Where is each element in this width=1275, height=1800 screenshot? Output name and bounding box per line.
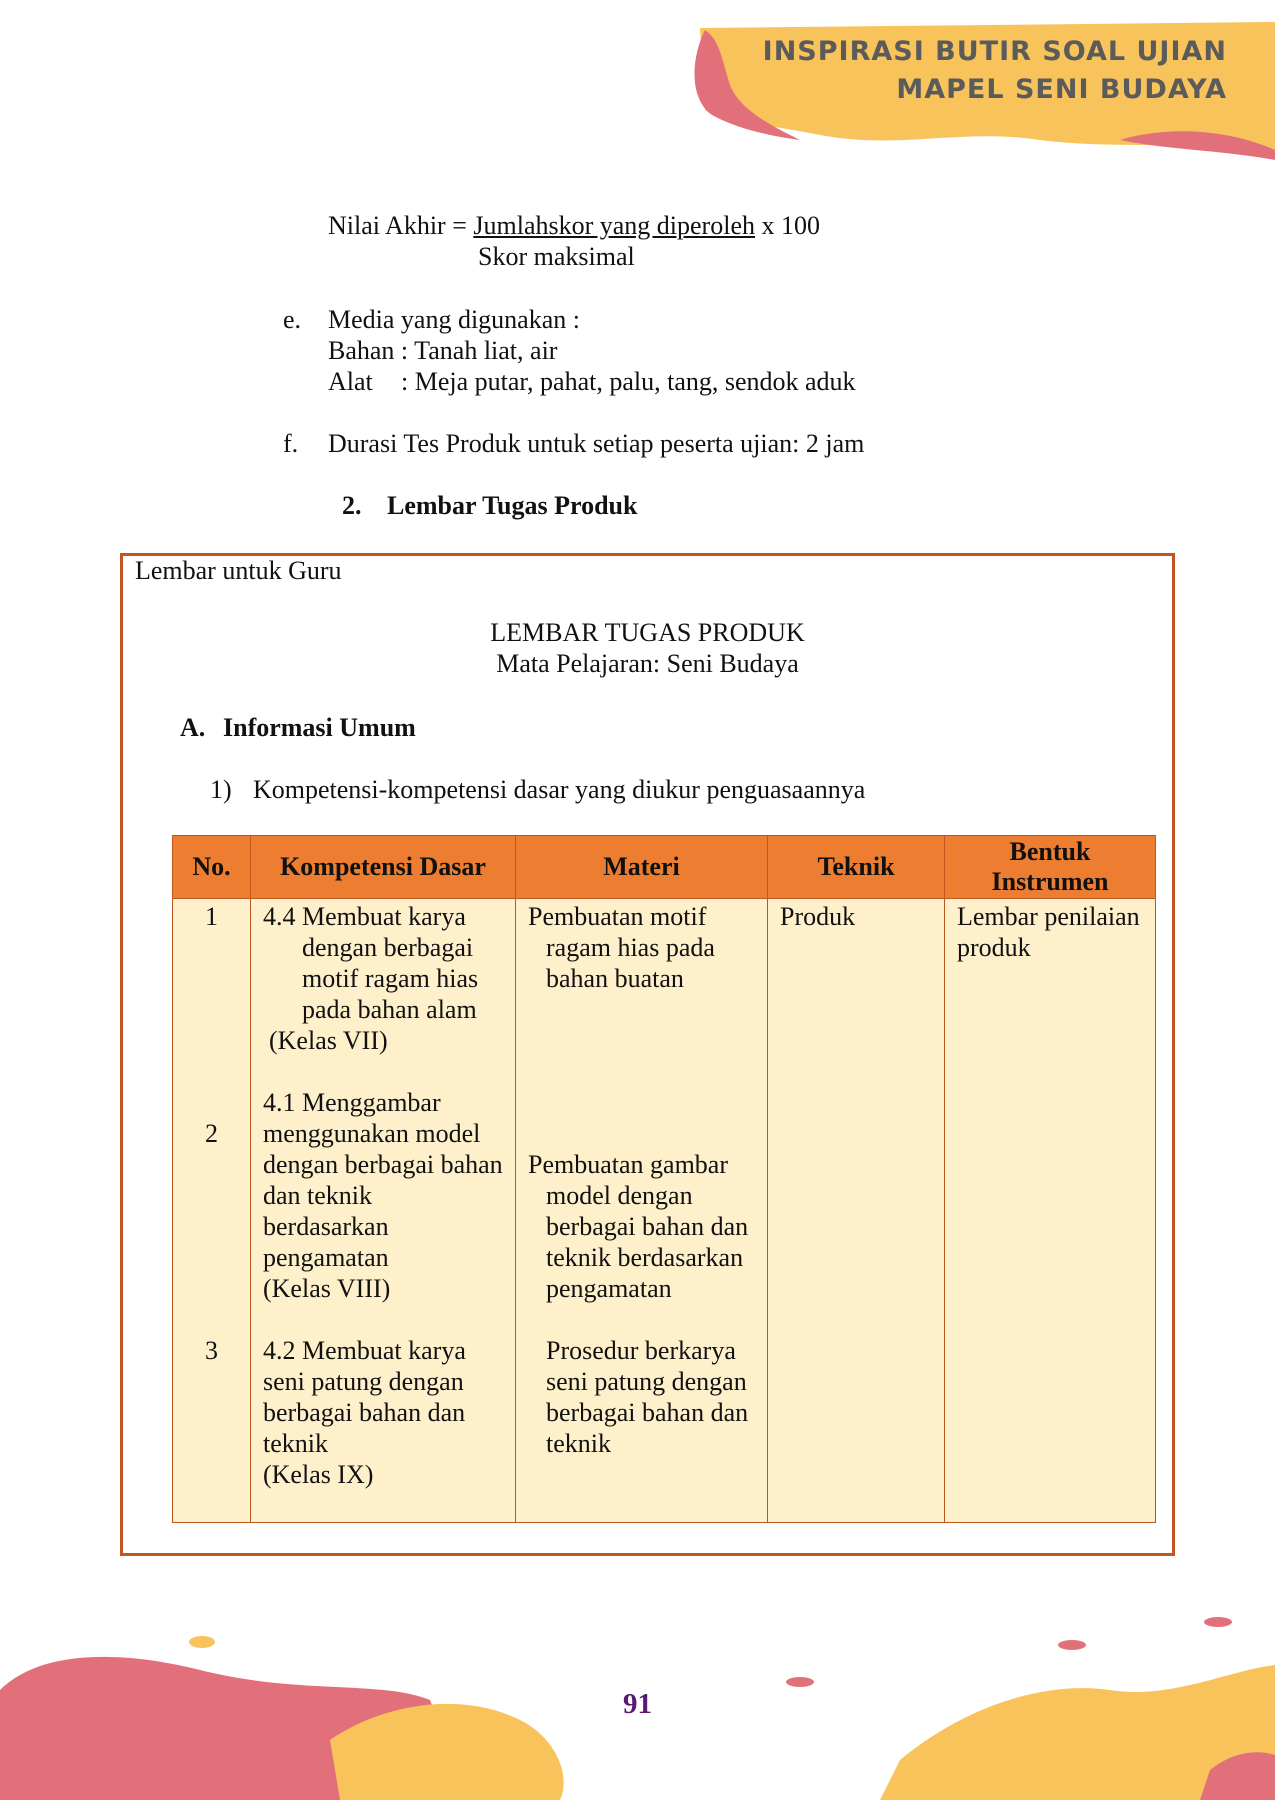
- section-heading-number: 2.: [342, 491, 362, 520]
- footer-dot-yellow: [189, 1636, 215, 1648]
- kompetensi-cell: [251, 899, 516, 1523]
- formula-line: [328, 210, 820, 241]
- footer-dot-pink-1: [1058, 1640, 1086, 1650]
- instrumen-cell: Lembar penilaian produk: [945, 899, 1156, 1523]
- header-title-line2: MAPEL SENI BUDAYA: [896, 74, 1227, 105]
- competency-table: [172, 835, 1156, 1523]
- box-label: Lembar untuk Guru: [135, 556, 342, 585]
- table-row: [173, 899, 1156, 1523]
- formula-denominator: Skor maksimal: [478, 242, 635, 271]
- footer-dot-pink-3: [786, 1677, 814, 1687]
- item-e-alat-label: Alat: [328, 367, 373, 396]
- item-f-text: Durasi Tes Produk untuk setiap peserta ujian: 2 jam: [328, 429, 865, 458]
- kd-3-kelas: (Kelas IX): [263, 1460, 374, 1489]
- kd-1-kelas: (Kelas VII): [269, 1026, 388, 1055]
- item-e-alat-value: : Meja putar, pahat, palu, tang, sendok aduk: [401, 367, 856, 396]
- row-number-2: 2: [205, 1119, 218, 1148]
- table-header-row: [173, 836, 1156, 899]
- box-title: LEMBAR TUGAS PRODUK: [490, 618, 805, 647]
- materi-2: Pembuatan gambar model dengan berbagai bahan dan teknik berdasarkan pengamatan: [528, 1150, 749, 1303]
- no-cell: [173, 899, 251, 1523]
- header-title-line1: INSPIRASI BUTIR SOAL UJIAN: [762, 36, 1227, 67]
- teknik-cell: Produk: [768, 899, 945, 1523]
- header-bentuk-instrumen: Bentuk Instrumen: [945, 836, 1156, 899]
- kd-2-kelas: (Kelas VIII): [263, 1274, 391, 1303]
- item-f-letter: f.: [283, 429, 299, 458]
- materi-cell: [516, 899, 768, 1523]
- formula-prefix: Nilai Akhir =: [328, 211, 474, 240]
- kd-item-1: [263, 901, 503, 1025]
- box-subtitle: Mata Pelajaran: Seni Budaya: [496, 649, 799, 678]
- item-e-bahan: Bahan : Tanah liat, air: [328, 336, 558, 365]
- formula-suffix: x 100: [754, 211, 820, 240]
- section-heading-title: Lembar Tugas Produk: [387, 491, 638, 520]
- footer-dot-pink-2: [1204, 1617, 1232, 1627]
- section-a-letter: A.: [180, 713, 206, 742]
- page-number: 91: [623, 1688, 652, 1720]
- point-1-number: 1): [210, 775, 232, 804]
- point-1-text: Kompetensi-kompetensi dasar yang diukur penguasaannya: [253, 775, 866, 804]
- item-e-letter: e.: [283, 305, 302, 334]
- row-number-3: 3: [205, 1336, 218, 1365]
- header-no: No.: [173, 836, 251, 899]
- kd-1-text: Membuat karya dengan berbagai motif ragam hias pada bahan alam: [302, 902, 479, 1024]
- kd-2-text: 4.1 Menggambar menggunakan model dengan berbagai bahan dan teknik berdasarkan pengamatan: [263, 1088, 503, 1272]
- section-a-title: Informasi Umum: [223, 713, 416, 742]
- header-kompetensi-dasar: Kompetensi Dasar: [251, 836, 516, 899]
- item-e-title: Media yang digunakan :: [328, 305, 580, 334]
- row-number-1: 1: [205, 902, 218, 931]
- formula-numerator: Jumlahskor yang diperoleh: [473, 211, 755, 240]
- materi-1: Pembuatan motif ragam hias pada bahan buatan: [528, 902, 715, 993]
- materi-3: Prosedur berkarya seni patung dengan berbagai bahan dan teknik: [546, 1336, 749, 1458]
- kd-3-text: 4.2 Membuat karya seni patung dengan berbagai bahan dan teknik: [263, 1336, 466, 1458]
- kd-1-code: 4.4: [263, 902, 302, 931]
- header-teknik: Teknik: [768, 836, 945, 899]
- header-materi: Materi: [516, 836, 768, 899]
